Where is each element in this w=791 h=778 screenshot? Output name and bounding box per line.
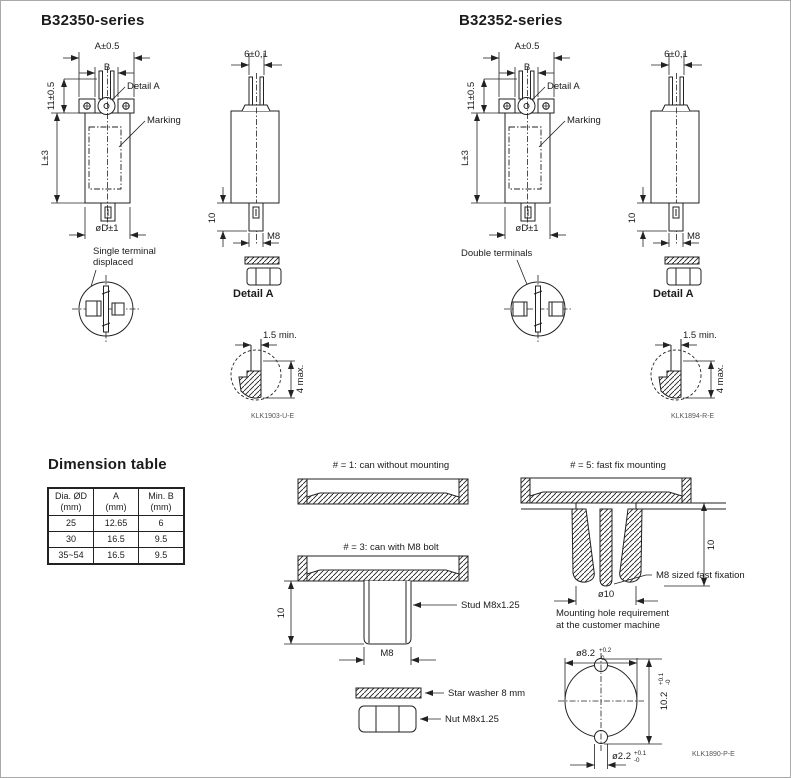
m8-stud-outline <box>284 581 457 732</box>
dim-label-6: 6±0,1 <box>244 49 268 60</box>
dim-label-10: 10 <box>706 539 717 551</box>
star-washer-callout: Star washer 8 mm <box>448 688 526 699</box>
mounting-right-drawings <box>514 453 791 778</box>
series-right-title: B32352-series <box>459 12 563 29</box>
drawing-number: KLK1903-U-E <box>251 413 295 420</box>
terminal-note-line2: displaced <box>93 257 134 268</box>
can3-title: # = 3: can with M8 bolt <box>343 542 439 553</box>
b32350-front-view-drawing <box>39 37 229 247</box>
dim-label-6: 6±0,1 <box>664 49 688 60</box>
series-left-title: B32350-series <box>41 12 145 29</box>
capacitor-side-outline <box>217 53 282 285</box>
detail-a-outline <box>231 330 306 420</box>
terminal-note-line1: Double terminals <box>461 248 533 259</box>
dim-label-hole-height: 10.2 <box>659 691 670 711</box>
detail-a-heading: Detail A <box>653 288 694 300</box>
table-cell: 9.5 <box>139 532 185 548</box>
dim-label-4max: 4 max. <box>715 364 726 394</box>
dim-label-11: 11±0.5 <box>46 81 57 111</box>
b32350-side-view-drawing <box>209 37 324 287</box>
table-row <box>48 516 184 532</box>
b32352-terminal-top-view <box>453 244 623 344</box>
table-cell: 6 <box>139 516 185 532</box>
can1-title: # = 1: can without mounting <box>332 460 450 471</box>
dim-label-m8: M8 <box>267 231 281 242</box>
dim-label-15min: 1.5 min. <box>683 330 717 341</box>
dim-label-d: øD±1 <box>515 223 539 234</box>
hole-note-line2: at the customer machine <box>556 620 661 631</box>
table-header-cell <box>94 488 139 516</box>
terminal-top-view-outline <box>504 260 572 343</box>
dimension-table <box>47 487 185 565</box>
drawing-number: KLK1894-R-E <box>671 413 715 420</box>
terminal-note-line1: Single terminal <box>93 246 156 257</box>
tolerance-plus: +0.1 <box>634 750 647 757</box>
dim-label-m8: M8 <box>380 648 394 659</box>
can-cross-section <box>521 478 691 503</box>
dimension-table-title: Dimension table <box>48 456 167 473</box>
detail-a-callout: Detail A <box>127 81 160 92</box>
dim-label-15min: 1.5 min. <box>263 330 297 341</box>
tolerance-minus: -0 <box>665 679 672 685</box>
dim-label-11: 11±0.5 <box>466 81 477 111</box>
marking-callout: Marking <box>567 115 601 126</box>
hole-note-line1: Mounting hole requirement <box>556 608 670 619</box>
dim-label-a: A±0.5 <box>94 41 120 52</box>
table-cell: 30 <box>48 532 94 548</box>
dim-label-hole-dia: ø8.2 <box>576 648 596 659</box>
dim-label-m8: M8 <box>687 231 701 242</box>
dim-label-a: A±0.5 <box>514 41 540 52</box>
b32350-terminal-top-view <box>56 244 226 344</box>
dim-label-4max: 4 max. <box>295 364 306 394</box>
dim-label-d: øD±1 <box>95 223 119 234</box>
detail-a-heading: Detail A <box>233 288 274 300</box>
terminal-top-view-outline <box>72 270 140 343</box>
table-header-row <box>48 488 184 516</box>
table-cell: 16.5 <box>94 548 139 565</box>
dim-label-l: L±3 <box>40 150 51 166</box>
b32350-detail-a <box>229 287 369 420</box>
detail-a-callout: Detail A <box>547 81 580 92</box>
dim-label-slot-dia: ø2.2 <box>612 751 632 762</box>
marking-callout: Marking <box>147 115 181 126</box>
dim-label-l: L±3 <box>460 150 471 166</box>
fast-fix-outline <box>521 503 726 769</box>
header-line2: (mm) <box>150 502 172 512</box>
tolerance-minus: -0 <box>599 655 605 662</box>
table-cell: 25 <box>48 516 94 532</box>
table-cell: 16.5 <box>94 532 139 548</box>
nut-callout: Nut M8x1.25 <box>445 714 499 725</box>
b32352-detail-a <box>649 287 789 420</box>
table-row <box>48 532 184 548</box>
dim-label-b: B <box>103 62 111 73</box>
dim-label-b: B <box>523 62 531 73</box>
drawing-number: KLK1890-P-E <box>692 751 735 758</box>
detail-a-outline <box>651 330 726 420</box>
header-line1: A <box>112 491 119 502</box>
header-line1: Min. B <box>148 491 174 502</box>
table-header-cell <box>48 488 94 516</box>
capacitor-side-outline <box>637 53 702 285</box>
dim-label-10: 10 <box>276 607 287 619</box>
fast-fix-callout: M8 sized fast fixation <box>656 570 745 581</box>
b32352-front-view-drawing <box>459 37 649 247</box>
tolerance-plus: +0.2 <box>599 647 612 654</box>
can5-title: # = 5: fast fix mounting <box>570 460 666 471</box>
tolerance-plus: +0.1 <box>658 672 665 685</box>
table-row <box>48 548 184 565</box>
header-line1: Dia. ØD <box>54 491 87 502</box>
dim-label-10: 10 <box>627 212 638 224</box>
tolerance-minus: -0 <box>634 757 640 764</box>
table-header-cell <box>139 488 185 516</box>
b32352-side-view-drawing <box>629 37 744 287</box>
table-cell: 12.65 <box>94 516 139 532</box>
can-cross-section <box>298 556 468 581</box>
table-cell: 9.5 <box>139 548 185 565</box>
dim-label-10: 10 <box>207 212 218 224</box>
header-line2: (mm) <box>105 502 127 512</box>
dim-label-hole-height-group <box>658 672 672 710</box>
header-line2: (mm) <box>60 502 82 512</box>
table-cell: 35~54 <box>48 548 94 565</box>
stud-callout: Stud M8x1.25 <box>461 600 520 611</box>
can-cross-section <box>298 479 468 504</box>
dim-label-dia10: ø10 <box>597 589 615 600</box>
